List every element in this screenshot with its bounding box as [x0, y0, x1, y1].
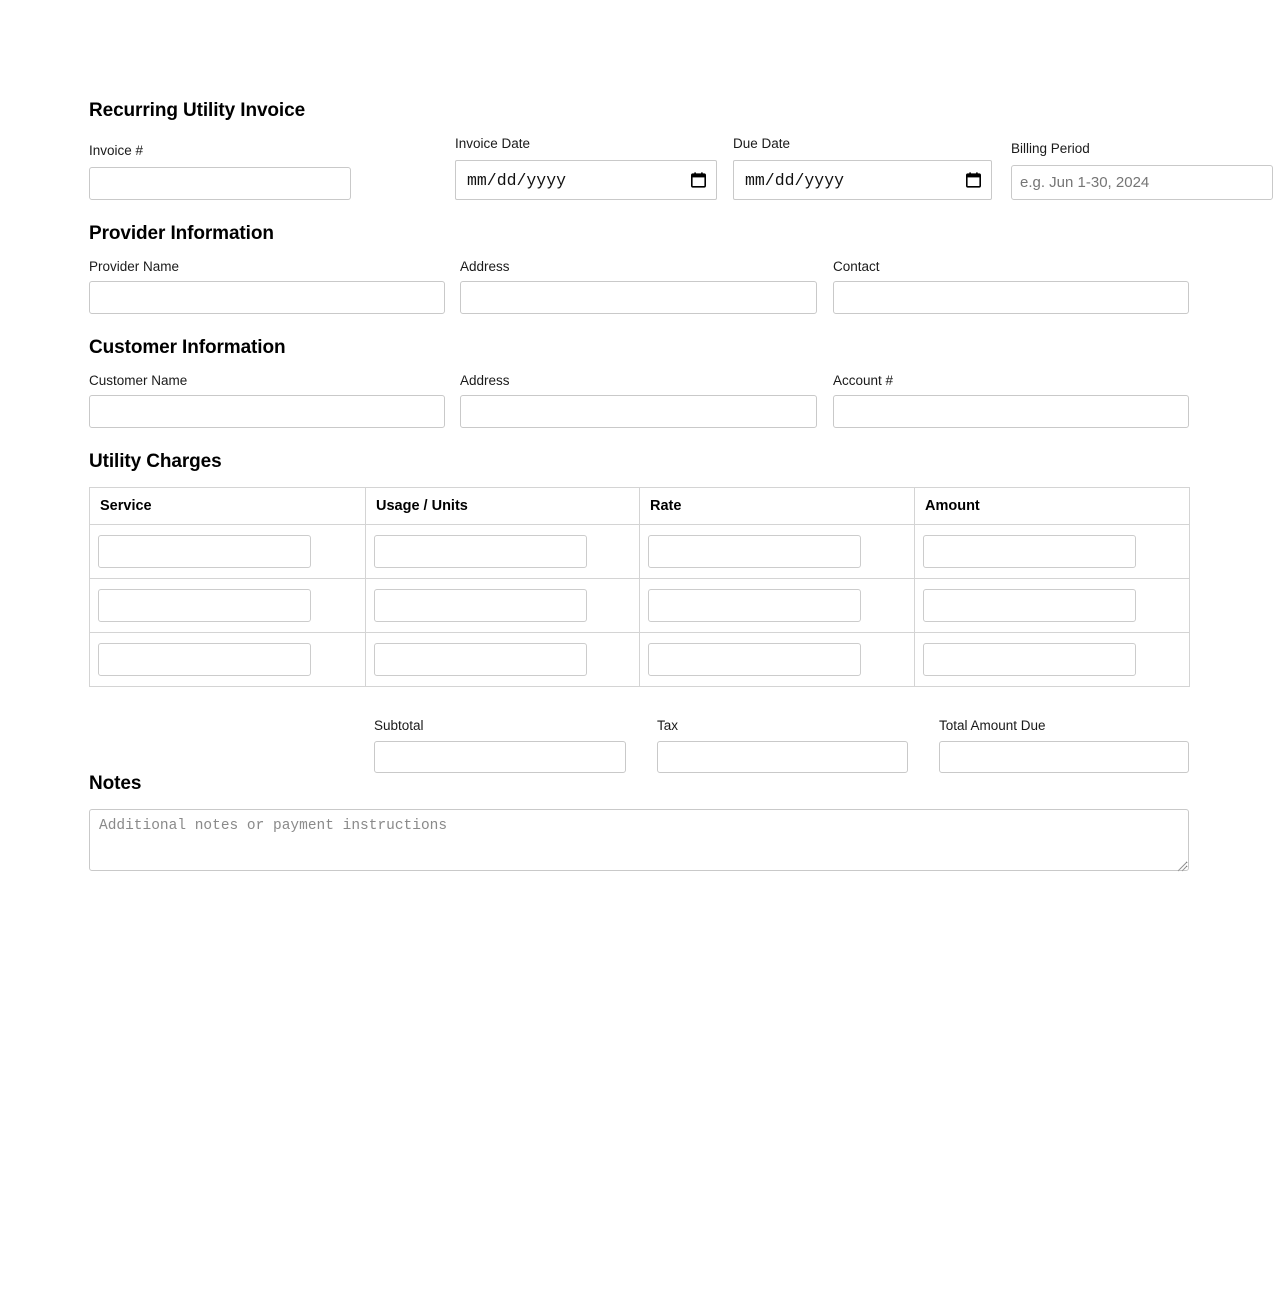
totals-row [89, 718, 1188, 773]
cell-amount [915, 579, 1190, 633]
column-header-rate: Rate [640, 488, 915, 525]
table-row [90, 579, 1190, 633]
calendar-icon[interactable] [691, 172, 706, 188]
billing-period-label: Billing Period [1011, 141, 1090, 156]
tax-input[interactable] [657, 741, 908, 773]
subtotal-label: Subtotal [374, 718, 424, 733]
cell-amount [915, 633, 1190, 687]
invoice-number-label: Invoice # [89, 143, 144, 158]
customer-address-label: Address [460, 373, 510, 388]
amount-input-row-3[interactable] [923, 643, 1136, 676]
notes-textarea-wrapper [89, 809, 1189, 871]
cell-service [90, 579, 366, 633]
provider-contact-field-group [833, 259, 1189, 314]
usage-input-row-2[interactable] [374, 589, 587, 622]
total-amount-due-label: Total Amount Due [939, 718, 1046, 733]
cell-rate [640, 579, 915, 633]
billing-period-input[interactable] [1011, 165, 1273, 200]
usage-input-row-1[interactable] [374, 535, 587, 568]
total-amount-due-input[interactable] [939, 741, 1189, 773]
customer-section-heading: Customer Information [89, 337, 286, 358]
utility-charges-table [89, 487, 1190, 687]
total-amount-due-field-group [939, 718, 1189, 773]
usage-input-row-3[interactable] [374, 643, 587, 676]
rate-input-row-1[interactable] [648, 535, 861, 568]
table-header-row [90, 488, 1190, 525]
invoice-date-input[interactable] [455, 160, 717, 200]
service-input-row-1[interactable] [98, 535, 311, 568]
invoice-number-input[interactable] [89, 167, 351, 200]
customer-info-row [89, 373, 1188, 428]
customer-account-label: Account # [833, 373, 894, 388]
provider-name-input[interactable] [89, 281, 445, 314]
calendar-icon[interactable] [966, 172, 981, 188]
customer-name-input[interactable] [89, 395, 445, 428]
charges-section-heading: Utility Charges [89, 451, 222, 472]
provider-section-heading: Provider Information [89, 223, 274, 244]
provider-address-field-group [460, 259, 817, 314]
notes-section-heading: Notes [89, 773, 142, 794]
service-input-row-2[interactable] [98, 589, 311, 622]
due-date-label: Due Date [733, 136, 791, 151]
rate-input-row-2[interactable] [648, 589, 861, 622]
cell-usage [366, 525, 640, 579]
cell-amount [915, 525, 1190, 579]
tax-field-group [657, 718, 908, 773]
customer-account-input[interactable] [833, 395, 1189, 428]
cell-usage [366, 633, 640, 687]
service-input-row-3[interactable] [98, 643, 311, 676]
due-date-input[interactable] [733, 160, 992, 200]
cell-rate [640, 525, 915, 579]
provider-info-row [89, 259, 1188, 314]
provider-address-input[interactable] [460, 281, 817, 314]
tax-label: Tax [657, 718, 679, 733]
customer-address-input[interactable] [460, 395, 817, 428]
invoice-date-field-group [455, 136, 717, 200]
customer-name-field-group [89, 373, 445, 428]
billing-period-field-group [1011, 141, 1273, 200]
provider-name-field-group [89, 259, 445, 314]
provider-contact-label: Contact [833, 259, 880, 274]
provider-name-label: Provider Name [89, 259, 180, 274]
customer-account-field-group [833, 373, 1189, 428]
provider-contact-input[interactable] [833, 281, 1189, 314]
notes-textarea[interactable] [89, 809, 1189, 871]
column-header-service: Service [90, 488, 366, 525]
invoice-date-format-text: mm/dd/yyyy [467, 170, 567, 190]
page-title: Recurring Utility Invoice [89, 100, 306, 121]
due-date-format-text: mm/dd/yyyy [745, 170, 845, 190]
cell-service [90, 633, 366, 687]
cell-rate [640, 633, 915, 687]
invoice-number-field-group [89, 143, 351, 200]
invoice-meta-row [89, 136, 1188, 200]
rate-input-row-3[interactable] [648, 643, 861, 676]
amount-input-row-1[interactable] [923, 535, 1136, 568]
column-header-usage-units: Usage / Units [366, 488, 640, 525]
invoice-date-label: Invoice Date [455, 136, 531, 151]
customer-address-field-group [460, 373, 817, 428]
customer-name-label: Customer Name [89, 373, 188, 388]
table-row [90, 525, 1190, 579]
cell-usage [366, 579, 640, 633]
subtotal-field-group [374, 718, 626, 773]
provider-address-label: Address [460, 259, 510, 274]
subtotal-input[interactable] [374, 741, 626, 773]
cell-service [90, 525, 366, 579]
due-date-field-group [733, 136, 992, 200]
table-row [90, 633, 1190, 687]
amount-input-row-2[interactable] [923, 589, 1136, 622]
column-header-amount: Amount [915, 488, 1190, 525]
